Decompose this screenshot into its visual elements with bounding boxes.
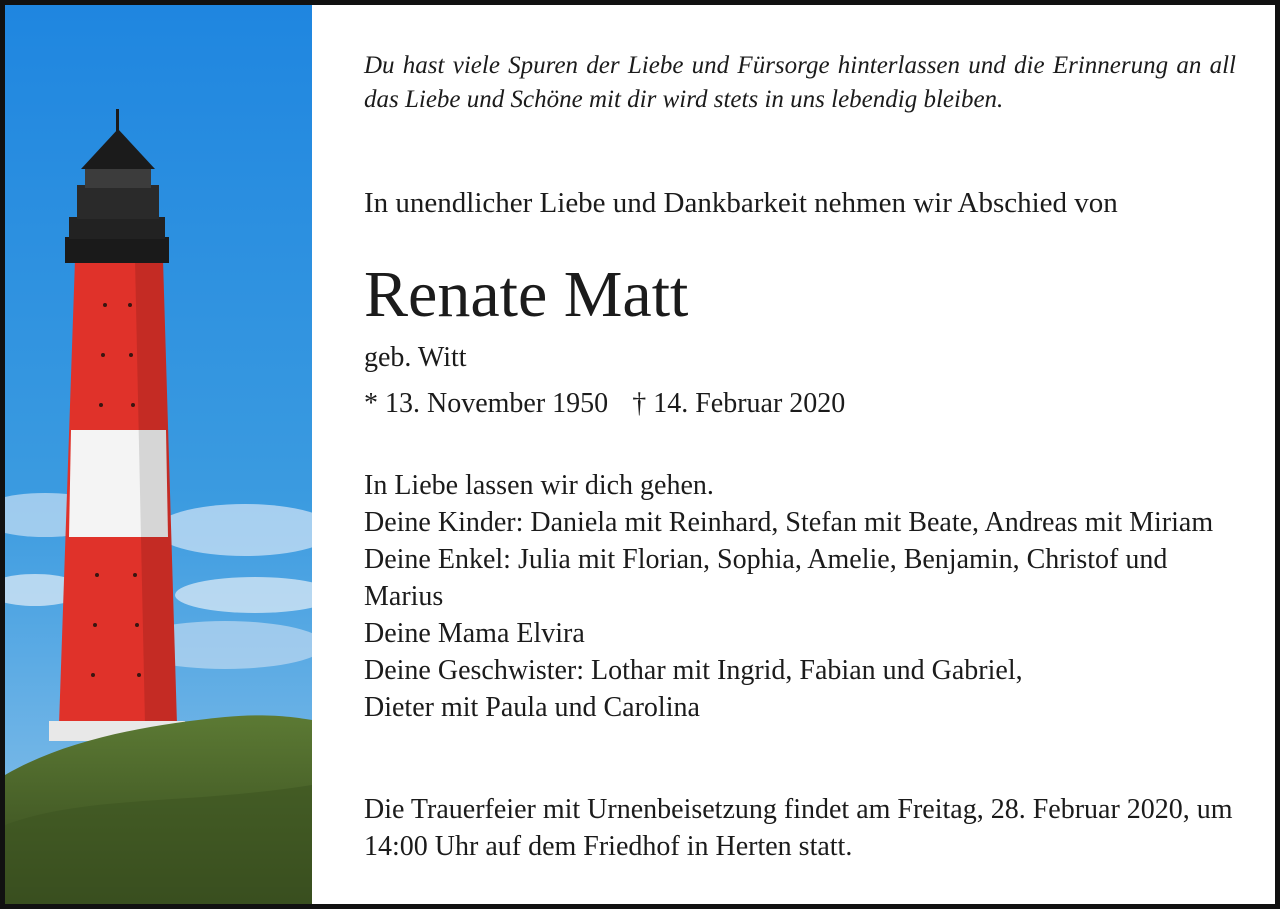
farewell-line: In Liebe lassen wir dich gehen.	[364, 470, 714, 501]
family-list	[364, 467, 1236, 726]
maiden-name: geb. Witt	[364, 342, 467, 373]
intro-line: In unendlicher Liebe und Dankbarkeit nehmen wir Abschied von	[364, 187, 1118, 219]
funeral-service-notice: Die Trauerfeier mit Urnenbeisetzung findet am Freitag, 28. Februar 2020, um 14:00 Uhr auf dem Friedhof in Herten statt.	[364, 794, 1233, 862]
birth-date: * 13. November 1950	[364, 388, 609, 419]
siblings-line-continued: Dieter mit Paula und Carolina	[364, 692, 700, 723]
death-date: † 14. Februar 2020	[632, 388, 846, 419]
lighthouse-photo	[5, 5, 312, 904]
motto-quote: Du hast viele Spuren der Liebe und Fürsorge hinterlassen und die Erinnerung an all das Liebe und Schöne mit dir wird stets in uns lebendig bleiben.	[364, 52, 1236, 113]
mother-line: Deine Mama Elvira	[364, 618, 585, 649]
siblings-line: Deine Geschwister: Lothar mit Ingrid, Fabian und Gabriel,	[364, 655, 1023, 686]
deceased-name: Renate Matt	[364, 258, 689, 331]
grandchildren-line: Deine Enkel: Julia mit Florian, Sophia, Amelie, Benjamin, Christof und Marius	[364, 544, 1168, 612]
children-line: Deine Kinder: Daniela mit Reinhard, Stefan mit Beate, Andreas mit Miriam	[364, 507, 1214, 538]
life-dates	[364, 385, 845, 423]
